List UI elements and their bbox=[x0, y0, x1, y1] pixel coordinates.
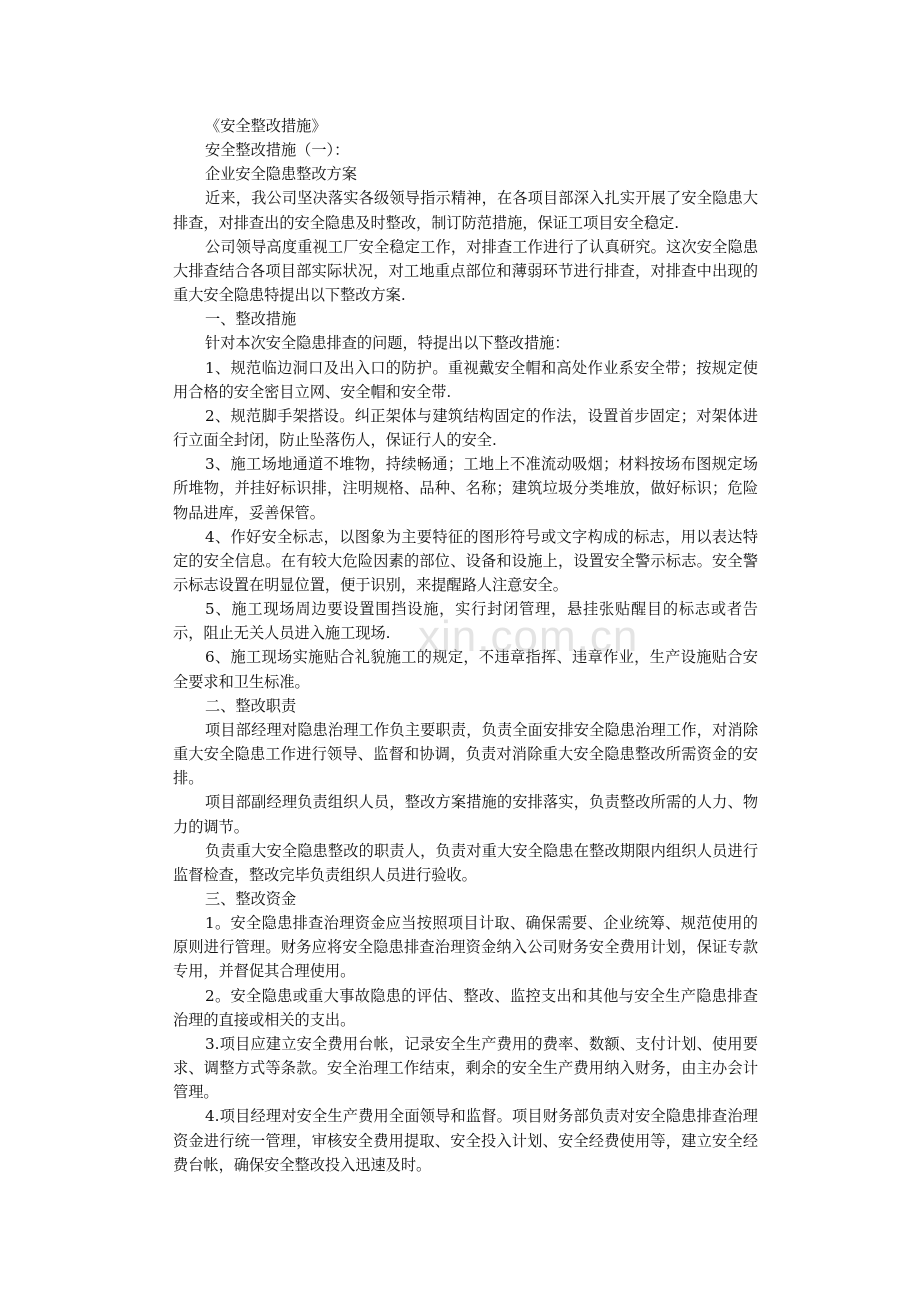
list-item: 1、规范临边洞口及出入口的防护。重视戴安全帽和高处作业系安全带；按规定使用合格的安全密目立网、安全帽和安全带. bbox=[173, 358, 758, 401]
paragraph: 近来，我公司坚决落实各级领导指示精神，在各项目部深入扎实开展了安全隐患大排查，对排查出的安全隐患及时整改，制订防范措施，保证工项目安全稳定. bbox=[173, 189, 758, 232]
document-body bbox=[173, 114, 758, 1177]
list-item: 2、规范脚手架搭设。纠正架体与建筑结构固定的作法，设置首步固定；对架体进行立面全封闭，防止坠落伤人，保证行人的安全. bbox=[173, 406, 758, 450]
paragraph: 针对本次安全隐患排查的问题，特提出以下整改措施： bbox=[205, 334, 570, 353]
section-heading: 二、整改职责 bbox=[205, 696, 297, 715]
document-title: 《安全整改措施》 bbox=[205, 117, 327, 135]
paragraph: 负责重大安全隐患整改的职责人，负责对重大安全隐患在整改期限内组织人员进行监督检查，整改完毕负责组织人员进行验收。 bbox=[173, 841, 758, 884]
list-item: 2。安全隐患或重大事故隐患的评估、整改、监控支出和其他与安全生产隐患排查治理的直接或相关的支出。 bbox=[173, 986, 758, 1029]
list-item: 3、施工场地通道不堆物，持续畅通；工地上不准流动吸烟；材料按场布图规定场所堆物，并挂好标识排，注明规格、品种、名称；建筑垃圾分类堆放，做好标识；危险物品进库，妥善保管。 bbox=[173, 455, 758, 522]
document-subtitle: 安全整改措施（一）： bbox=[205, 141, 350, 160]
paragraph: 项目部副经理负责组织人员，整改方案措施的安排落实，负责整改所需的人力、物力的调节。 bbox=[173, 793, 758, 836]
list-item: 3.项目应建立安全费用台帐，记录安全生产费用的费率、数额、支付计划、使用要求、调整方式等条款。安全治理工作结束，剩余的安全生产费用纳入财务，由主办会计管理。 bbox=[173, 1034, 758, 1102]
list-item: 1。安全隐患排查治理资金应当按照项目计取、确保需要、企业统筹、规范使用的原则进行管理。财务应将安全隐患排查治理资金纳入公司财务安全费用计划，保证专款专用，并督促其合理使用。 bbox=[173, 914, 758, 981]
document-heading: 企业安全隐患整改方案 bbox=[205, 165, 357, 184]
list-item: 5、施工现场周边要设置围挡设施，实行封闭管理，悬挂张贴醒目的标志或者告示，阻止无关人员进入施工现场. bbox=[173, 600, 758, 643]
paragraph: 项目部经理对隐患治理工作负主要职责，负责全面安排安全隐患治理工作，对消除重大安全隐患工作进行领导、监督和协调，负责对消除重大安全隐患整改所需资金的安排。 bbox=[173, 720, 758, 788]
list-item: 6、施工现场实施贴合礼貌施工的规定，不违章指挥、违章作业，生产设施贴合安全要求和卫生标准。 bbox=[173, 648, 758, 691]
section-heading: 一、整改措施 bbox=[205, 310, 297, 329]
list-item: 4、作好安全标志，以图象为主要特征的图形符号或文字构成的标志，用以表达特定的安全信息。在有较大危险因素的部位、设备和设施上，设置安全警示标志。安全警示标志设置在明显位置，便于识别，来提醒路人注意安全。 bbox=[173, 527, 758, 594]
section-heading: 三、整改资金 bbox=[205, 890, 297, 908]
list-item: 4.项目经理对安全生产费用全面领导和监督。项目财务部负责对安全隐患排查治理资金进行统一管理，审核安全费用提取、安全投入计划、安全经费使用等，建立安全经费台帐，确保安全整改投入迅速及时。 bbox=[173, 1107, 758, 1174]
paragraph: 公司领导高度重视工厂安全稳定工作，对排查工作进行了认真研究。这次安全隐患大排查结合各项目部实际状况，对工地重点部位和薄弱环节进行排查，对排查中出现的重大安全隐患特提出以下整改方案. bbox=[173, 237, 758, 305]
watermark: xin.com.cn bbox=[418, 612, 639, 661]
